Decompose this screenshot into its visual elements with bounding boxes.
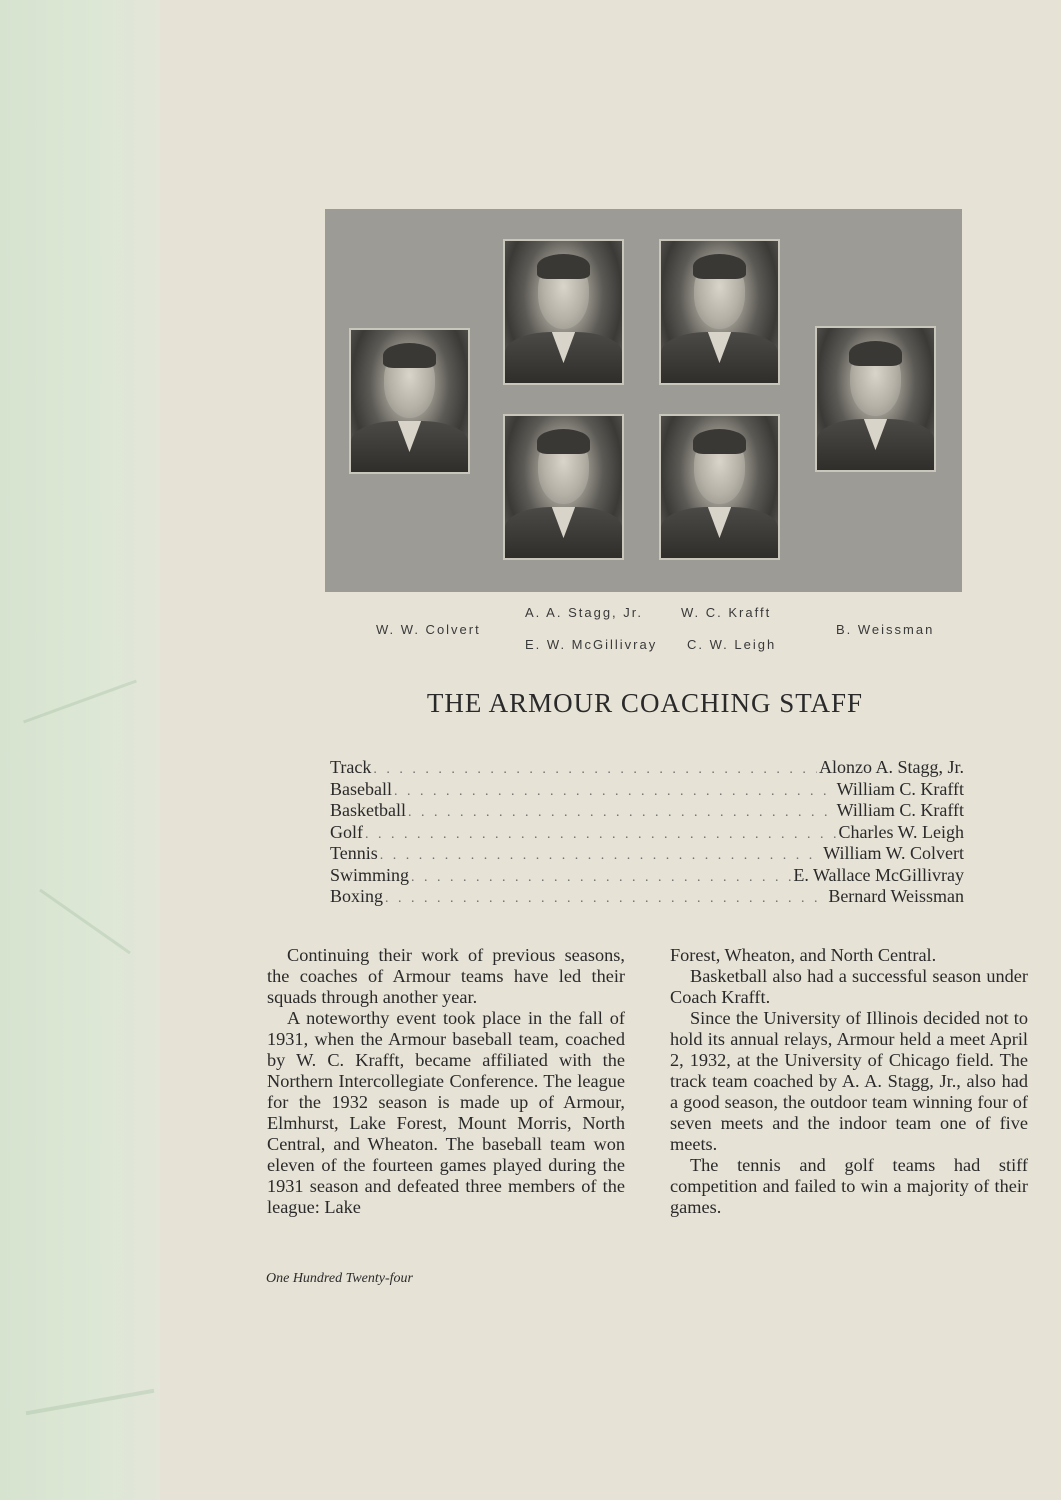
sport-label: Swimming bbox=[330, 865, 410, 885]
portrait-weissman bbox=[815, 326, 936, 472]
paragraph: Forest, Wheaton, and North Central. bbox=[670, 945, 937, 965]
caption-krafft: W. C. Krafft bbox=[681, 605, 772, 620]
strip-mark bbox=[39, 889, 131, 955]
caption-colvert: W. W. Colvert bbox=[376, 622, 481, 637]
staff-row-tennis bbox=[330, 843, 964, 865]
coaching-staff-photo-panel bbox=[325, 209, 962, 592]
dot-leader bbox=[380, 848, 822, 864]
portrait-leigh bbox=[659, 414, 780, 560]
coach-name: William C. Krafft bbox=[836, 800, 964, 820]
staff-row-baseball bbox=[330, 779, 964, 801]
dot-leader bbox=[394, 784, 835, 800]
staff-row-basketball bbox=[330, 800, 964, 822]
staff-row-boxing bbox=[330, 886, 964, 908]
dot-leader bbox=[408, 805, 835, 821]
dot-leader bbox=[385, 891, 826, 907]
sport-label: Baseball bbox=[330, 779, 392, 799]
coach-name: Alonzo A. Stagg, Jr. bbox=[818, 757, 964, 777]
coach-name: Charles W. Leigh bbox=[838, 822, 964, 842]
portrait-stagg bbox=[503, 239, 624, 385]
decorative-margin-strip bbox=[0, 0, 160, 1500]
staff-row-track bbox=[330, 757, 964, 779]
caption-weissman: B. Weissman bbox=[836, 622, 935, 637]
caption-leigh: C. W. Leigh bbox=[687, 637, 777, 652]
caption-mcgillivray: E. W. McGillivray bbox=[525, 637, 658, 652]
paragraph: A noteworthy event took place in the fall of 1931, when the Armour baseball team, coached by W. C. Krafft, became affiliated with the Northern Intercollegiate Conference. The league for the 1932 season is made up of Armour, Elmhurst, Lake Forest, Mount Morris, North Central, and Wheaton. The baseball team won eleven of the fourteen games played during the 1931 season and defeated three members of the league: Lake bbox=[267, 1008, 625, 1217]
sport-label: Tennis bbox=[330, 843, 378, 863]
paragraph: The tennis and golf teams had stiff competition and failed to win a majority of their games. bbox=[670, 1155, 1028, 1217]
dot-leader bbox=[365, 827, 837, 843]
coach-name: Bernard Weissman bbox=[828, 886, 964, 906]
article-left-column bbox=[267, 945, 625, 1218]
strip-mark bbox=[26, 1389, 155, 1416]
paragraph: Continuing their work of previous seasons, the coaches of Armour teams have led their squads through another year. bbox=[267, 945, 625, 1007]
coach-name: William C. Krafft bbox=[836, 779, 964, 799]
caption-stagg: A. A. Stagg, Jr. bbox=[525, 605, 643, 620]
sport-label: Golf bbox=[330, 822, 363, 842]
paragraph: Basketball also had a successful season under Coach Krafft. bbox=[670, 966, 1028, 1007]
dot-leader bbox=[373, 762, 817, 778]
paragraph: Since the University of Illinois decided not to hold its annual relays, Armour held a meet April 2, 1932, at the University of Chicago field. The track team coached by A. A. Stagg, Jr., also had a good season, the outdoor team winning four of seven meets and the indoor team one of five meets. bbox=[670, 1008, 1028, 1154]
coach-name: William W. Colvert bbox=[823, 843, 964, 863]
portrait-mcgillivray bbox=[503, 414, 624, 560]
coach-name: E. Wallace McGillivray bbox=[793, 865, 964, 885]
portrait-colvert bbox=[349, 328, 470, 474]
sport-label: Track bbox=[330, 757, 372, 777]
strip-mark bbox=[23, 680, 137, 724]
portrait-krafft bbox=[659, 239, 780, 385]
dot-leader bbox=[411, 870, 791, 886]
sport-label: Boxing bbox=[330, 886, 384, 906]
page-number-footer: One Hundred Twenty-four bbox=[266, 1271, 413, 1286]
page-title: THE ARMOUR COACHING STAFF bbox=[426, 688, 864, 718]
staff-row-golf bbox=[330, 822, 964, 844]
staff-row-swimming bbox=[330, 865, 964, 887]
article-right-column bbox=[670, 945, 1028, 1218]
sport-label: Basketball bbox=[330, 800, 406, 820]
